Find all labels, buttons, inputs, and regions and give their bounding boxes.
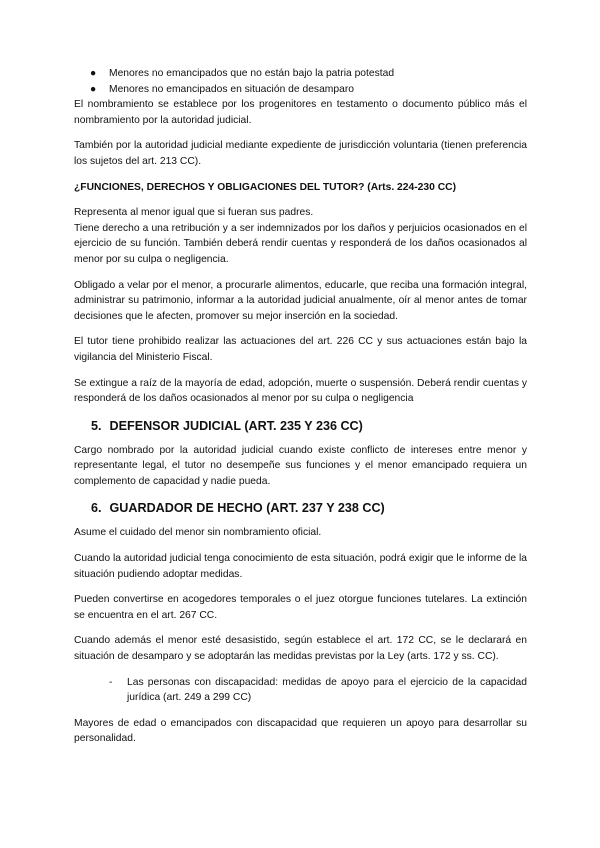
section-number: 6. [91,501,102,516]
paragraph-autoridad-judicial: También por la autoridad judicial mediante expediente de jurisdicción voluntaria (tienen preferencia los sujetos del art. 213 CC). [74,140,527,167]
paragraph-defensor-judicial: Cargo nombrado por la autoridad judicial cuando existe conflicto de intereses entre menor y representante legal, el tutor no desempeñe sus funciones y el menor emancipado requiera un complemento de capacidad y nadie pueda. [74,444,527,487]
bullet-dot-icon: ● [90,68,97,79]
paragraph-prohibiciones: El tutor tiene prohibido realizar las actuaciones del art. 226 CC y sus actuaciones están bajo la vigilancia del Ministerio Fiscal. [74,336,527,363]
paragraph-asume-cuidado: Asume el cuidado del menor sin nombramiento oficial. [74,527,322,539]
paragraph-derecho-retribucion: Tiene derecho a una retribución y a ser indemnizados por los daños y perjuicios ocasionados en el ejercicio de su función. También deberá rendir cuentas y responderá de los daños ocasionados al menor por su culpa o negligencia. [74,222,527,265]
bullet-list-menores [74,66,527,97]
bullet-dot-icon: ● [90,83,97,95]
paragraph-desasistido: Cuando además el menor esté desasistido, según establece el art. 172 CC, se le declarará en situación de desamparo y se adoptarán las medidas previstas por la Ley (arts. 172 y ss. CC). [74,635,527,663]
section-heading-guardador-de-hecho [74,499,527,517]
section-number: 5. [91,418,102,433]
question-heading: ¿FUNCIONES, DERECHOS Y OBLIGACIONES DEL TUTOR? (Arts. 224-230 CC) [74,181,457,193]
paragraph-extincion: Se extingue a raíz de la mayoría de edad, adopción, muerte o suspensión. Deberá rendir cuentas y responderá de los daños ocasionados al menor por su culpa o negligencia [74,377,527,405]
list-item-text: Menores no emancipados que no están bajo la patria potestad [109,68,395,79]
paragraph-nombramiento: El nombramiento se establece por los progenitores en testamento o documento público más el nombramiento por la autoridad judicial. [74,99,527,126]
paragraph-acogedores: Pueden convertirse en acogedores temporales o el juez otorgue funciones tutelares. La extinción se encuentra en el art. 267 CC. [74,594,527,621]
section-heading-defensor-judicial [74,417,527,435]
list-item [74,82,527,98]
list-item-text: Las personas con discapacidad: medidas de apoyo para el ejercicio de la capacidad jurídica (art. 249 a 299 CC) [127,676,527,704]
list-item [74,675,527,706]
paragraph-mayores-de-edad: Mayores de edad o emancipados con discapacidad que requieren un apoyo para desarrollar su personalidad. [74,717,527,745]
section-title: GUARDADOR DE HECHO (ART. 237 Y 238 CC) [109,501,385,516]
paragraph-conocimiento: Cuando la autoridad judicial tenga conocimiento de esta situación, podrá exigir que le informe de la situación pudiendo adoptar medidas. [74,553,527,580]
paragraph-representa: Representa al menor igual que si fueran sus padres. [74,207,314,219]
dash-bullet-icon: - [109,676,113,688]
section-title: DEFENSOR JUDICIAL (ART. 235 Y 236 CC) [109,418,363,433]
list-item [74,66,527,82]
list-item-text: Menores no emancipados en situación de desamparo [109,83,354,95]
paragraph-obligaciones: Obligado a velar por el menor, a procurarle alimentos, educarle, que reciba una formación integral, administrar su patrimonio, informar a la autoridad judicial anualmente, oír al menor antes de tomar decisiones que le afecten, promover su mejor inserción en la sociedad. [74,279,527,322]
dash-list-discapacidad [74,675,527,706]
document-page [74,66,527,757]
